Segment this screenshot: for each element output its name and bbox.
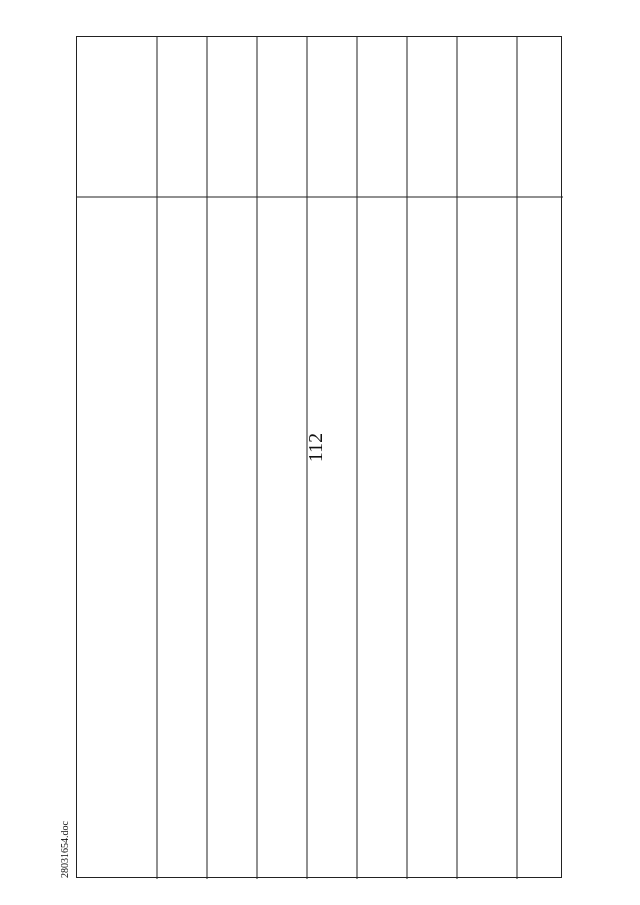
footer-code: 28031654.doc [60, 821, 71, 878]
budget-table [76, 36, 562, 878]
page-number: 112 [305, 432, 328, 463]
